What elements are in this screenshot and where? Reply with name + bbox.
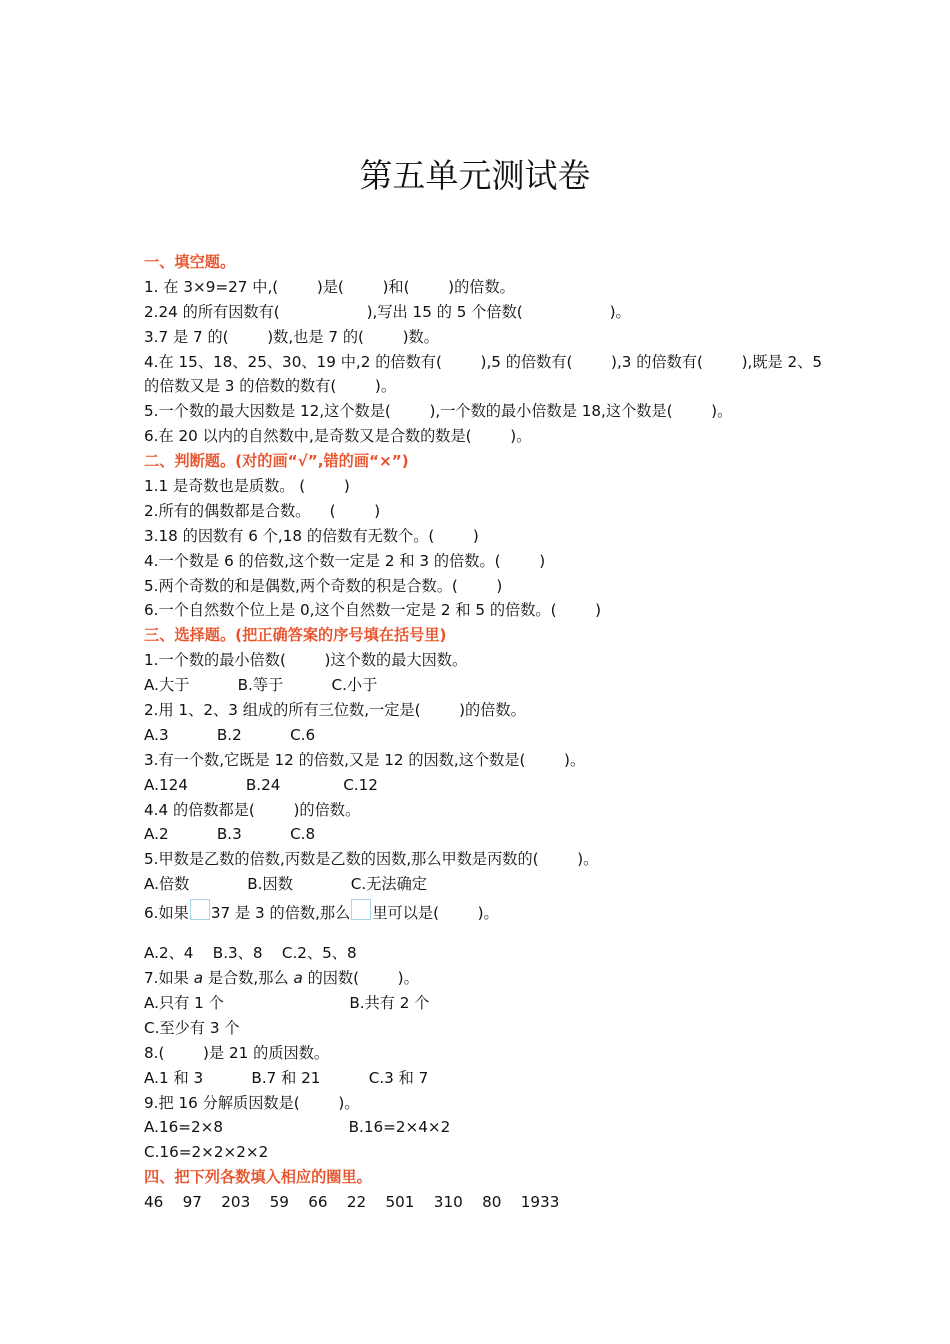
exam-content	[144, 250, 834, 1215]
question-line: 5.一个数的最大因数是 12,这个数是( ),一个数的最小倍数是 18,这个数是( )。	[144, 402, 733, 421]
option-line: A.2 B.3 C.8	[144, 825, 316, 844]
question-line: 1.一个数的最小倍数( )这个数的最大因数。	[144, 651, 468, 670]
question-line: 1.1 是奇数也是质数。 ( )	[144, 477, 350, 496]
question-line: 2.24 的所有因数有( ),写出 15 的 5 个倍数( )。	[144, 302, 631, 321]
option-line: A.124 B.24 C.12	[144, 775, 378, 794]
question-line: 3.18 的因数有 6 个,18 的倍数有无数个。( )	[144, 526, 479, 545]
number-list: 46 97 203 59 66 22 501 310 80 1933	[144, 1193, 560, 1212]
section-heading-true-false: 二、判断题。(对的画“√”,错的画“×”)	[144, 452, 409, 471]
option-line: A.只有 1 个 B.共有 2 个	[144, 993, 430, 1012]
option-line: A.3 B.2 C.6	[144, 725, 316, 744]
blank-box[interactable]	[190, 899, 210, 920]
section-heading-multiple-choice: 三、选择题。(把正确答案的序号填在括号里)	[144, 626, 447, 645]
question-line: 1. 在 3×9=27 中,( )是( )和( )的倍数。	[144, 277, 515, 296]
section-heading-fill-in: 一、填空题。	[144, 253, 236, 271]
question-line: 4.4 的倍数都是( )的倍数。	[144, 800, 361, 819]
question-line: 6.在 20 以内的自然数中,是奇数又是合数的数是( )。	[144, 427, 532, 446]
option-line: C.至少有 3 个	[144, 1018, 240, 1037]
option-line: A.倍数 B.因数 C.无法确定	[144, 875, 427, 894]
option-line: A.大于 B.等于 C.小于	[144, 676, 378, 695]
option-line: A.1 和 3 B.7 和 21 C.3 和 7	[144, 1068, 429, 1087]
question-line: 8.( )是 21 的质因数。	[144, 1043, 330, 1062]
variable-a: a	[293, 969, 303, 988]
question-line: 6.一个自然数个位上是 0,这个自然数一定是 2 和 5 的倍数。( )	[144, 601, 602, 620]
page-title: 第五单元测试卷	[359, 156, 591, 195]
question-line: 2.用 1、2、3 组成的所有三位数,一定是( )的倍数。	[144, 701, 526, 720]
question-line-with-boxes	[144, 897, 834, 941]
option-line: A.16=2×8 B.16=2×4×2	[144, 1118, 451, 1137]
blank-box[interactable]	[351, 899, 371, 920]
question-line: 3.7 是 7 的( )数,也是 7 的( )数。	[144, 327, 439, 346]
q6-text-a: 6.如果	[144, 904, 189, 923]
q6-text-c: 里可以是( )。	[372, 904, 499, 923]
q7-text-b: 是合数,那么	[203, 969, 294, 988]
q6-text-b: 37 是 3 的倍数,那么	[210, 904, 351, 923]
question-line: 2.所有的偶数都是合数。 ( )	[144, 501, 381, 520]
section-heading-circles: 四、把下列各数填入相应的圈里。	[144, 1168, 372, 1187]
variable-a: a	[193, 969, 204, 988]
option-line: A.2、4 B.3、8 C.2、5、8	[144, 944, 357, 963]
question-line: 的倍数又是 3 的倍数的数有( )。	[144, 377, 397, 396]
option-line: C.16=2×2×2×2	[144, 1143, 269, 1162]
q7-text-a: 7.如果	[144, 969, 194, 988]
question-line	[144, 966, 834, 991]
question-line: 3.有一个数,它既是 12 的倍数,又是 12 的因数,这个数是( )。	[144, 750, 586, 769]
question-line: 4.一个数是 6 的倍数,这个数一定是 2 和 3 的倍数。( )	[144, 551, 546, 570]
q7-text-c: 的因数( )。	[302, 969, 419, 988]
question-line: 5.甲数是乙数的倍数,丙数是乙数的因数,那么甲数是丙数的( )。	[144, 850, 599, 869]
question-line: 9.把 16 分解质因数是( )。	[144, 1093, 360, 1112]
question-line: 5.两个奇数的和是偶数,两个奇数的积是合数。( )	[144, 576, 503, 595]
question-line: 4.在 15、18、25、30、19 中,2 的倍数有( ),5 的倍数有( ),3 的倍数有( ),既是 2、5	[144, 352, 823, 371]
